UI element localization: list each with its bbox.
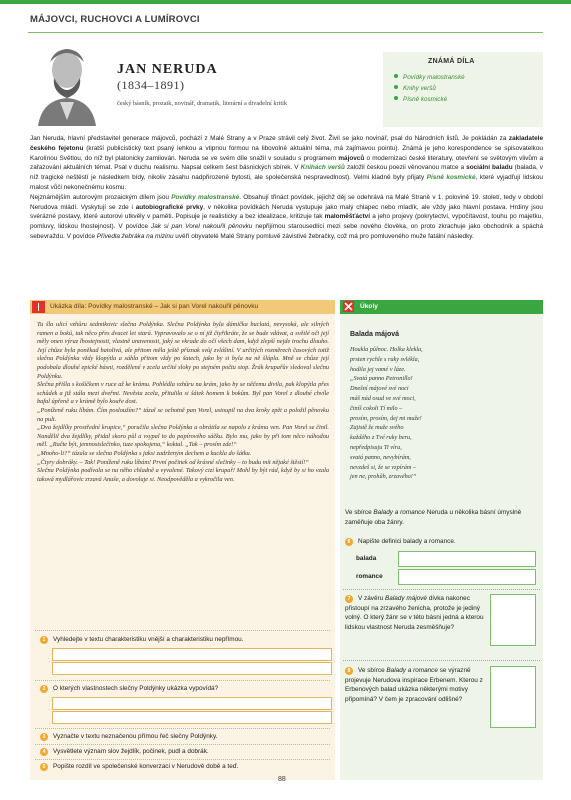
- question-2: 2 O kterých vlastnostech slečny Poldýnky ukázka vypovídá?: [40, 685, 330, 693]
- question-divider: [35, 728, 330, 729]
- question-1: 1 Vyhledejte v textu charakteristiku vnější a charakteristiku nepřímou.: [40, 636, 330, 644]
- task-intro: Ve sbírce Balady a romance Neruda u několika básní úmyslně zaměňuje oba žánry.: [345, 509, 522, 526]
- poem-line: máš nád osud ve své moci,: [350, 394, 416, 402]
- bullet-icon: [394, 85, 398, 89]
- poem-line: jen ne, prohůh, zrzavého!“: [350, 473, 417, 481]
- label-romance: romance: [356, 573, 383, 580]
- question-divider: [35, 680, 330, 681]
- question-divider: [343, 589, 540, 590]
- top-accent-bar: [0, 0, 571, 4]
- tools-icon: [343, 301, 354, 312]
- question-8: 8 Ve sbírce Balady a romance se výrazně projevuje Nerudova inspirace Erbenem. Kterou z Erbenových balad ukázka některými motivy připomíná? V čem je zpracování odlišné?: [345, 667, 483, 703]
- poem-line: svatá panno, nevybírám,: [350, 453, 411, 461]
- sample-paragraph: „Dva žejdlíky prostřední krupice,“ poručila slečna Poldýnka a obrátila se napolo z krámu ven. Pan Vorel se činil. Nandělil dva žejdlíky, přidal skoro půl a vsypal to do papírového sáčku. Bylo mu, jako by při tom něco náhodou měl. „Račte být, jemnostslečinko, tuze spokojena,“ koktal. „Tak – prosím zde!“: [37, 424, 329, 449]
- answer-field-8[interactable]: [490, 666, 536, 728]
- poem-line: hodila jej vamé v láze.: [350, 365, 406, 373]
- bio-paragraph-2: Nejznámějším autorovým prozaickým dílem jsou Povídky malostranské. Obsahují třináct povídek, jejichž děj se odehrává na Malé Straně v 1. polovině 19. století, tedy v období Nerudova mládí. Vyskytují se zde i autobiografické prvky, v několika povídkách Neruda vystupuje jako malý chlapec nebo mladík, ale vždy jako hlavní postava. Hrdiny jsou svérázné postavy, které autorovi utkvěly v paměti. Popisuje je realisticky a bez idealizace, kritizuje tak maloměšťáctví a jeho projevy (pokrytectví, vypočítavost, touhu po majetku, pomluvy, lidskou lhostejnost). V povídce Jak si pan Vorel nakouřil pěnovku nepřijímou starousedlíci mezi sebe nového člověka, on proto zkrachuje jako obchodník a spáchá sebevraždu. V povídce Přivedla žebráka na mizinu uvěří obyvatelé Malé Strany pomluvě závistivé žebračky, což má pro pomluveného muže fatální následky.: [30, 193, 544, 240]
- poem-line: prsten rychle s ruky svlékla,: [350, 355, 420, 363]
- sample-paragraph: Slečna Poldýnka podívala se na něho chladně a vyvalené. Takový cizí krupař! Mohl by být rád, když by si ho vzala taková mydlářovic zrzavá Anuše, a dovoluje si. Neodpověděla a vykročila ven.: [37, 467, 329, 483]
- author-name: JAN NERUDA: [117, 62, 218, 77]
- question-4: 4 Vysvětlete význam slov žejdlík, počinek, pudl a dobrák.: [40, 748, 330, 756]
- author-portrait-icon: [30, 40, 104, 126]
- question-divider: [35, 630, 330, 631]
- sample-paragraph: „Čtyry dobráky. – Tak! Poníženě ruku líbám! První počinek od krásné slečinky – to budu mít nějaké štěstí!“: [37, 458, 309, 466]
- section-title: MÁJOVCI, RUCHOVCI A LUMÍROVCI: [30, 14, 200, 25]
- author-description: český básník, prozaik, novinář, dramatik, literární a divadelní kritik: [117, 100, 287, 107]
- answer-field-2[interactable]: [52, 697, 332, 710]
- label-balada: balada: [356, 555, 377, 562]
- title-divider: [28, 32, 543, 33]
- question-6: 6 Napište definici balady a romance.: [345, 537, 535, 547]
- poem-line: Houkla půlnoc. Holka klekla,: [350, 346, 423, 353]
- known-work-item: Knihy veršů: [394, 85, 436, 92]
- poem-title: Balada májová: [350, 331, 400, 338]
- question-3: 3 Vyznačte v textu neznačenou přímou řeč slečny Poldýnky.: [40, 733, 330, 741]
- question-7: 7 V závěru Balady májové dívka nakonec přistoupí na zrzavého ženicha, protože je jediný volný. O který žánr se v této básni jedná a kterou lidskou vlastnost Neruda zesměšňuje?: [345, 595, 484, 631]
- question-divider: [343, 660, 540, 661]
- answer-field-2b[interactable]: [52, 711, 332, 724]
- sample-paragraph: Tu šla ulicí vzhůru sedmikovic slečna Poldýnka. Slečna Poldýnka byla dámička buclatá, nevysoká, ale silných ramen a boků, tak něco přes dvacet let stará. Vypravovalo se o ní již čtyřikráte, že se bude vdávat, a světlé oči její měly onen výraz lhostejnosti, vlastně unavenosti, jaký se vkrade do očí všech dam, když zlepší nejde trochu dlouho. Její chůze byla poněkud batolivá, ale přitom měla ještě příznak svůj zvláštní. V určitých rozměrech časových totiž slečna Poldýnka vždy klopýtla a sáhla přitom vždy po šatech, jako by si byla na ně šlápla. Mně se chůze její podobala dlouhé epické básni, rozdělené v zcela určité sloky po stejném počtu stop. Žrák krupařův sledoval slečnu Poldýnku.: [37, 321, 329, 380]
- poem-line: Zajistě že muže svého: [350, 424, 404, 432]
- sample-paragraph: „Mnoho-li?“ tázala se slečna Poldýnka s jaksi zadrženým dechem a kuckla do šátku.: [37, 449, 252, 457]
- sample-paragraph: Slečna přišla s košíčkem v ruce až ke krámu. Pohlédla vzhůru na krám, jako by se něčemu divila, pak klopýtla přes schůdek a již stála mezi dveřmi. Nevěsta zcela, přitulila si šátek homem k bokům. Byl pan Vorel z dlouhé chvíle bafal úpřeně a v krámě bylo kouře dost.: [37, 381, 329, 406]
- poem-text: [350, 345, 423, 482]
- sample-paragraph: „Poníženě ruku líbám. Čím posloužím?“ tázal se ochotně pan Vorel, ustoupil na dva kroky zpět a položil pěnovku na pult.: [37, 406, 329, 423]
- biography-text: [30, 134, 543, 242]
- poem-line: „Svatá panno Petronillo!: [350, 375, 413, 383]
- answer-field-7[interactable]: [490, 594, 536, 646]
- poem-line: prosím, prosím, dej mi muže!: [350, 414, 422, 422]
- answer-field-1b[interactable]: [52, 662, 332, 675]
- known-works-title: ZNÁMÁ DÍLA: [428, 58, 475, 65]
- poem-line: nevzdeš si, že se vzpírám –: [350, 463, 416, 471]
- sample-title: Ukázka díla: Povídky malostranské – Jak si pan Vorel nakouřil pěnovku: [50, 303, 259, 310]
- romance-definition-field[interactable]: [398, 569, 536, 585]
- page-number: 88: [278, 776, 286, 783]
- poem-line: Dnešní májové své noci: [350, 385, 409, 393]
- bullet-icon: [394, 96, 398, 100]
- question-divider: [35, 759, 330, 760]
- known-work-item: Povídky malostranské: [394, 74, 465, 81]
- book-spine-icon: [38, 303, 39, 311]
- question-divider: [35, 744, 330, 745]
- sample-text: [37, 321, 329, 484]
- tasks-title: Úkoly: [360, 303, 378, 310]
- known-work-item: Písně kosmické: [394, 96, 447, 103]
- author-years: (1834–1891): [117, 78, 185, 92]
- question-5: 5 Popište rozdíl ve společenské konverzaci v Nerudově době a teď.: [40, 763, 330, 771]
- bullet-icon: [394, 74, 398, 78]
- bio-paragraph-1: Jan Neruda, hlavní představitel generace májovců, pochází z Malé Strany a v Praze strávil celý život. Živil se jako novinář, psal do Národních listů. Je pokládán za zakladatele českého fejetonu (kratší publicistický text psaný lehkou a vtipnou formou na libovolné aktuální téma, má zajímavou pointu). Známá je jeho korespondence se spisovatelkou Karolínou Světlou, do níž byl platonicky zamilován. Neruda se ve svém díle snažil v souladu s programem májovců o modernizaci české literatury, otevření se světovým vlivům a zařazování aktuálních témat. Psal v duchu realismu. Napsal celkem šest básnických sbírek. V Knihách veršů založil českou poezii věnovanou matce a sociální baladu (balada, v níž tragické neštěstí je následkem bídy, nikoliv zásahu nadpřirozené bytosti, ale společenská nespravedlnost). Velmi kladně byly přijaty Písně kosmické, které vyjadřují lidskou malost vůči nekonečnému kosmu.: [30, 135, 544, 191]
- balada-definition-field[interactable]: [398, 551, 536, 567]
- poem-line: každého z Tvé ruky beru,: [350, 434, 412, 442]
- poem-line: činíš cokoli Tí milo –: [350, 404, 403, 412]
- answer-field-1[interactable]: [52, 648, 332, 661]
- poem-line: nepředpisuju Ti víru,: [350, 443, 402, 451]
